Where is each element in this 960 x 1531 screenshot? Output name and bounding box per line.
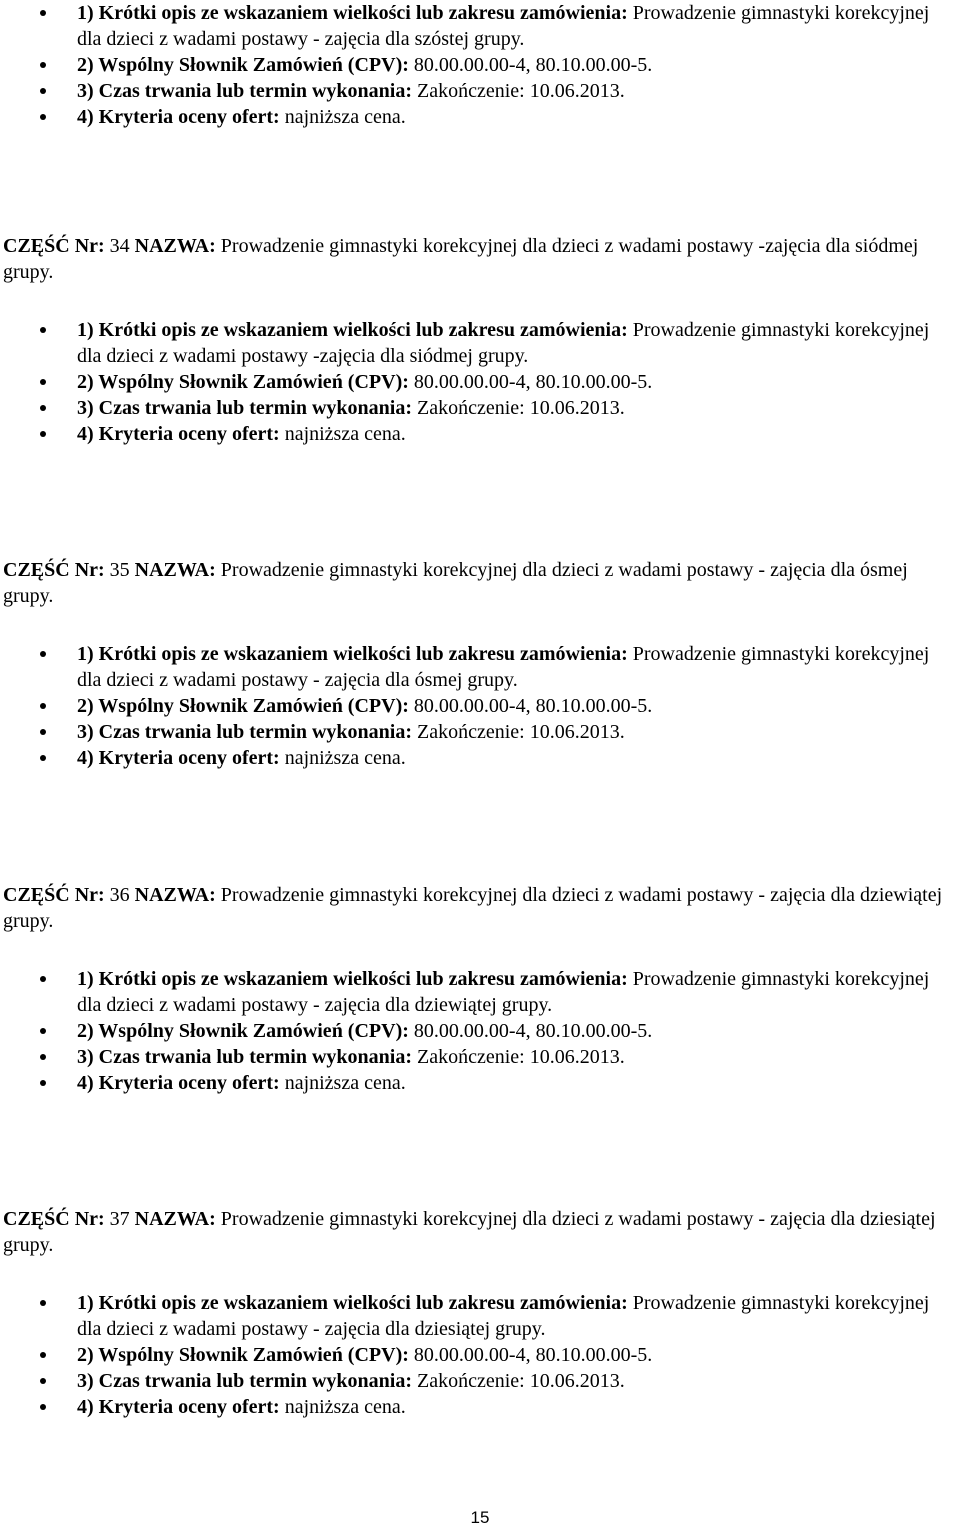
- list-item-duration: [0, 1044, 960, 1070]
- bullet-icon: [40, 1352, 46, 1358]
- part-35: [0, 557, 960, 771]
- bullet-icon: [40, 379, 46, 385]
- list-item-duration: [0, 719, 960, 745]
- bullet-icon: [40, 114, 46, 120]
- part-33-continuation: [0, 0, 960, 130]
- list-item-cpv: [0, 52, 960, 78]
- item-value: najniższa cena.: [284, 106, 406, 128]
- part-number: 37: [109, 1208, 130, 1230]
- part-label: CZĘŚĆ Nr:: [3, 1208, 105, 1230]
- bullet-icon: [40, 1378, 46, 1384]
- item-label: 3) Czas trwania lub termin wykonania:: [77, 1370, 413, 1392]
- item-label: 4) Kryteria oceny ofert:: [77, 423, 280, 445]
- item-value: Zakończenie: 10.06.2013.: [417, 1370, 625, 1392]
- list-item-cpv: [0, 369, 960, 395]
- list-item-criteria: [0, 745, 960, 771]
- item-label: 4) Kryteria oceny ofert:: [77, 1072, 280, 1094]
- item-value: Prowadzenie gimnastyki korekcyjnej dla dzieci z wadami postawy -zajęcia dla siódmej grupy.: [77, 319, 930, 367]
- part-name: Prowadzenie gimnastyki korekcyjnej dla dzieci z wadami postawy - zajęcia dla dziewiątej grupy.: [3, 884, 943, 932]
- item-value: Zakończenie: 10.06.2013.: [417, 1046, 625, 1068]
- item-label: 4) Kryteria oceny ofert:: [77, 747, 280, 769]
- name-label: NAZWA:: [134, 1208, 216, 1230]
- item-label: 2) Wspólny Słownik Zamówień (CPV):: [77, 54, 409, 76]
- details-list: [0, 641, 960, 771]
- bullet-icon: [40, 1080, 46, 1086]
- bullet-icon: [40, 1300, 46, 1306]
- list-item-cpv: [0, 1018, 960, 1044]
- item-label: 2) Wspólny Słownik Zamówień (CPV):: [77, 371, 409, 393]
- part-heading: [0, 557, 960, 609]
- item-value: Prowadzenie gimnastyki korekcyjnej dla dzieci z wadami postawy - zajęcia dla dziewiątej grupy.: [77, 968, 930, 1016]
- part-name: Prowadzenie gimnastyki korekcyjnej dla dzieci z wadami postawy -zajęcia dla siódmej grupy.: [3, 235, 919, 283]
- bullet-icon: [40, 1054, 46, 1060]
- item-value: 80.00.00.00-4, 80.10.00.00-5.: [413, 371, 653, 393]
- bullet-icon: [40, 651, 46, 657]
- item-value: Zakończenie: 10.06.2013.: [417, 721, 625, 743]
- bullet-icon: [40, 431, 46, 437]
- part-label: CZĘŚĆ Nr:: [3, 235, 105, 257]
- part-heading: [0, 233, 960, 285]
- item-label: 3) Czas trwania lub termin wykonania:: [77, 80, 413, 102]
- list-item-description: [0, 0, 960, 52]
- part-37: [0, 1206, 960, 1420]
- item-value: 80.00.00.00-4, 80.10.00.00-5.: [413, 1344, 653, 1366]
- details-list: [0, 0, 960, 130]
- list-item-criteria: [0, 104, 960, 130]
- bullet-icon: [40, 703, 46, 709]
- item-value: najniższa cena.: [284, 747, 406, 769]
- item-label: 4) Kryteria oceny ofert:: [77, 106, 280, 128]
- item-label: 1) Krótki opis ze wskazaniem wielkości lub zakresu zamówienia:: [77, 968, 628, 990]
- list-item-description: [0, 641, 960, 693]
- list-item-duration: [0, 1368, 960, 1394]
- item-label: 1) Krótki opis ze wskazaniem wielkości lub zakresu zamówienia:: [77, 1292, 628, 1314]
- bullet-icon: [40, 327, 46, 333]
- item-value: Zakończenie: 10.06.2013.: [417, 397, 625, 419]
- item-label: 2) Wspólny Słownik Zamówień (CPV):: [77, 695, 409, 717]
- list-item-criteria: [0, 1394, 960, 1420]
- item-value: 80.00.00.00-4, 80.10.00.00-5.: [413, 1020, 653, 1042]
- details-list: [0, 966, 960, 1096]
- item-label: 3) Czas trwania lub termin wykonania:: [77, 1046, 413, 1068]
- item-value: najniższa cena.: [284, 1072, 406, 1094]
- item-value: 80.00.00.00-4, 80.10.00.00-5.: [413, 695, 653, 717]
- item-value: najniższa cena.: [284, 423, 406, 445]
- part-label: CZĘŚĆ Nr:: [3, 884, 105, 906]
- list-item-cpv: [0, 693, 960, 719]
- list-item-criteria: [0, 1070, 960, 1096]
- item-value: Prowadzenie gimnastyki korekcyjnej dla dzieci z wadami postawy - zajęcia dla szóstej grupy.: [77, 2, 930, 50]
- details-list: [0, 1290, 960, 1420]
- item-label: 2) Wspólny Słownik Zamówień (CPV):: [77, 1344, 409, 1366]
- part-34: [0, 233, 960, 447]
- part-name: Prowadzenie gimnastyki korekcyjnej dla dzieci z wadami postawy - zajęcia dla ósmej grupy.: [3, 559, 908, 607]
- bullet-icon: [40, 1404, 46, 1410]
- bullet-icon: [40, 1028, 46, 1034]
- list-item-description: [0, 966, 960, 1018]
- part-name: Prowadzenie gimnastyki korekcyjnej dla dzieci z wadami postawy - zajęcia dla dziesiątej grupy.: [3, 1208, 936, 1256]
- list-item-criteria: [0, 421, 960, 447]
- bullet-icon: [40, 10, 46, 16]
- bullet-icon: [40, 755, 46, 761]
- bullet-icon: [40, 62, 46, 68]
- item-label: 1) Krótki opis ze wskazaniem wielkości lub zakresu zamówienia:: [77, 643, 628, 665]
- item-value: najniższa cena.: [284, 1396, 406, 1418]
- name-label: NAZWA:: [134, 235, 216, 257]
- list-item-duration: [0, 78, 960, 104]
- details-list: [0, 317, 960, 447]
- item-label: 2) Wspólny Słownik Zamówień (CPV):: [77, 1020, 409, 1042]
- bullet-icon: [40, 729, 46, 735]
- page-number: 15: [470, 1508, 490, 1527]
- part-number: 35: [109, 559, 130, 581]
- part-label: CZĘŚĆ Nr:: [3, 559, 105, 581]
- part-heading: [0, 1206, 960, 1258]
- list-item-description: [0, 1290, 960, 1342]
- part-36: [0, 882, 960, 1096]
- list-item-description: [0, 317, 960, 369]
- item-value: Prowadzenie gimnastyki korekcyjnej dla dzieci z wadami postawy - zajęcia dla ósmej grupy.: [77, 643, 930, 691]
- item-label: 1) Krótki opis ze wskazaniem wielkości lub zakresu zamówienia:: [77, 319, 628, 341]
- part-number: 36: [109, 884, 130, 906]
- bullet-icon: [40, 88, 46, 94]
- bullet-icon: [40, 405, 46, 411]
- item-label: 3) Czas trwania lub termin wykonania:: [77, 397, 413, 419]
- item-label: 1) Krótki opis ze wskazaniem wielkości lub zakresu zamówienia:: [77, 2, 628, 24]
- name-label: NAZWA:: [134, 559, 216, 581]
- name-label: NAZWA:: [134, 884, 216, 906]
- bullet-icon: [40, 976, 46, 982]
- item-label: 4) Kryteria oceny ofert:: [77, 1396, 280, 1418]
- item-value: Prowadzenie gimnastyki korekcyjnej dla dzieci z wadami postawy - zajęcia dla dziesiątej grupy.: [77, 1292, 930, 1340]
- item-value: 80.00.00.00-4, 80.10.00.00-5.: [413, 54, 653, 76]
- list-item-duration: [0, 395, 960, 421]
- part-heading: [0, 882, 960, 934]
- item-label: 3) Czas trwania lub termin wykonania:: [77, 721, 413, 743]
- part-number: 34: [109, 235, 130, 257]
- item-value: Zakończenie: 10.06.2013.: [417, 80, 625, 102]
- list-item-cpv: [0, 1342, 960, 1368]
